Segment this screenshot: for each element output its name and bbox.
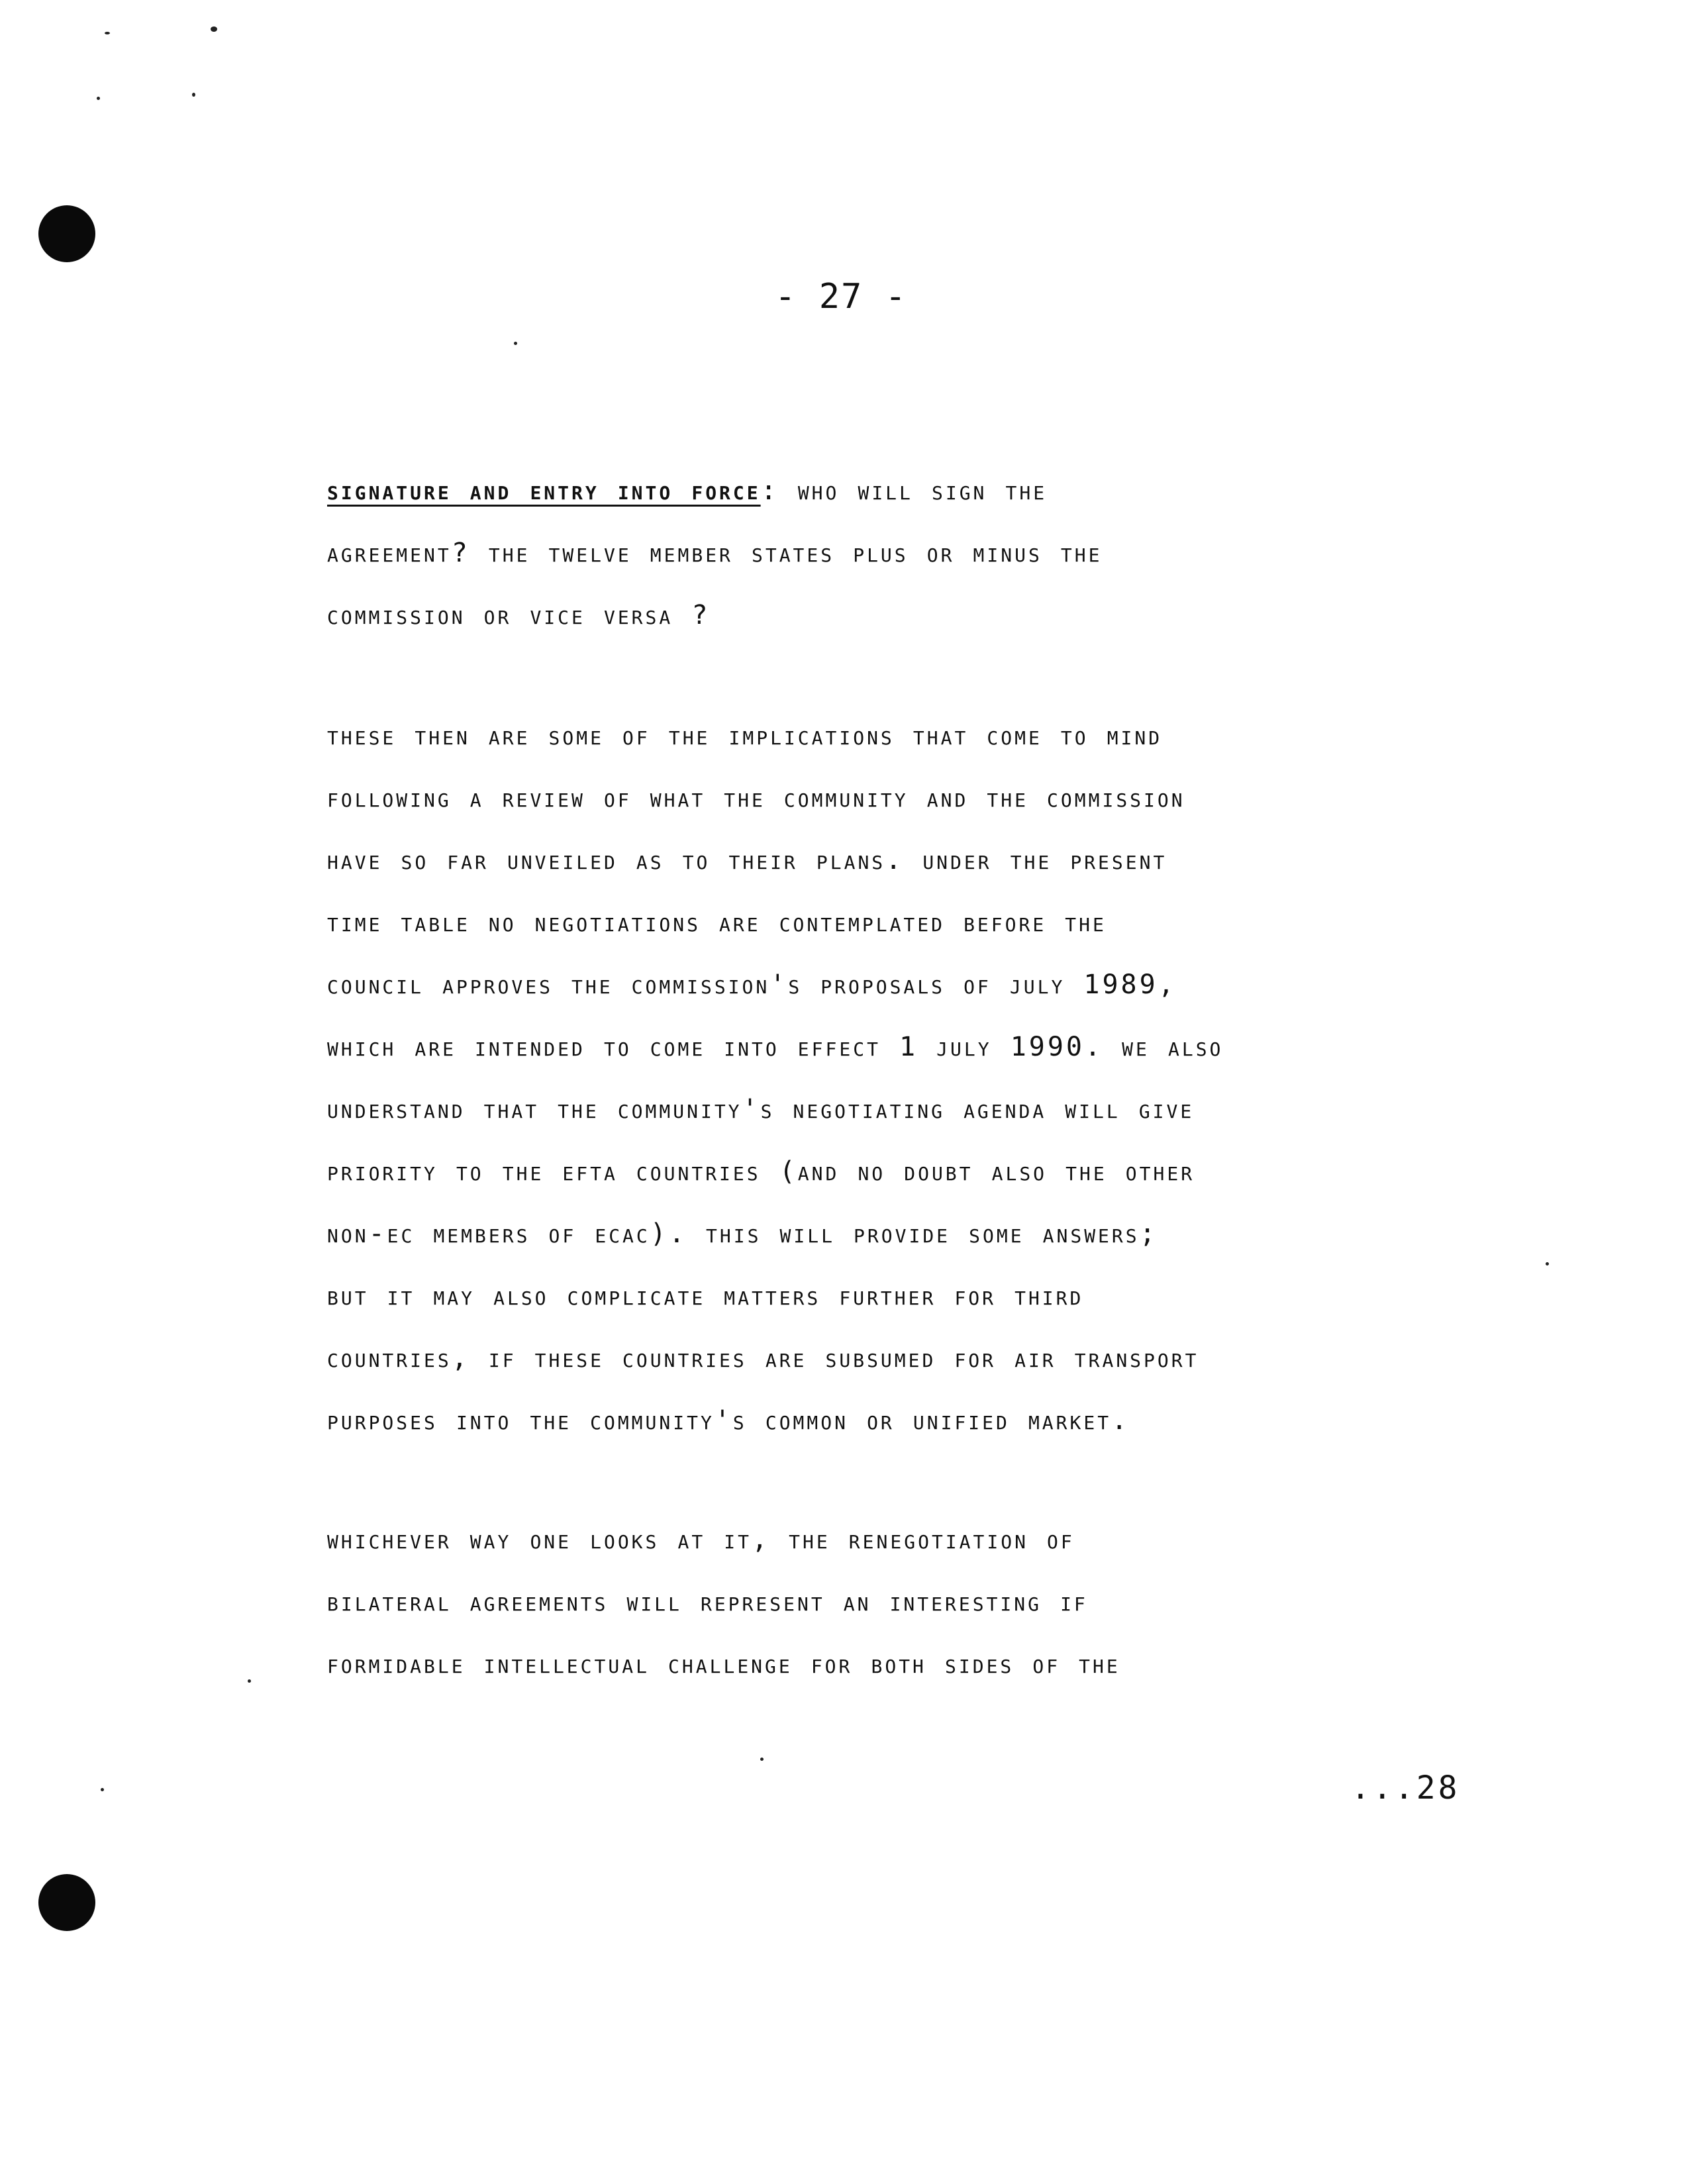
scan-speck (514, 342, 517, 345)
paragraph-line: non-ec members of ecac). this will provide some answers; (327, 1218, 1158, 1249)
paragraph-line: priority to the efta countries (and no doubt also the other (327, 1156, 1195, 1187)
paragraph-line: council approves the commission's proposals of july 1989, (327, 969, 1177, 1000)
continuation-marker: ...28 (1351, 1769, 1460, 1807)
line-text: who will sign the (797, 475, 1048, 506)
paragraph-renegotiation (327, 1509, 1506, 1695)
scan-speck (1546, 1262, 1549, 1266)
punch-hole-bottom (38, 1874, 95, 1931)
scan-speck (248, 1679, 251, 1683)
paragraph-signature (327, 460, 1506, 646)
paragraph-line: have so far unveiled as to their plans. under the present (327, 845, 1167, 875)
scan-speck (760, 1758, 764, 1761)
paragraph-line: following a review of what the community and the commission (327, 783, 1185, 813)
paragraph-implications (327, 705, 1506, 1452)
paragraph-line: but it may also complicate matters further for third (327, 1281, 1084, 1311)
paragraph-line: whichever way one looks at it, the renegotiation of (327, 1524, 1075, 1555)
paragraph-line: which are intended to come into effect 1 july 1990. we also (327, 1032, 1224, 1062)
page-number: - 27 - (775, 277, 907, 317)
paragraph-line: understand that the community's negotiating agenda will give (327, 1094, 1195, 1124)
scan-speck (105, 32, 110, 34)
paragraph-line: commission or vice versa ? (327, 600, 711, 630)
scan-speck (211, 26, 217, 32)
paragraph-line: purposes into the community's common or unified market. (327, 1405, 1130, 1436)
paragraph-line: agreement? the twelve member states plus or minus the (327, 538, 1103, 568)
scan-speck (101, 1788, 104, 1791)
paragraph-line: time table no negotiations are contemplated before the (327, 907, 1107, 938)
scan-speck (192, 93, 195, 97)
paragraph-line: formidable intellectual challenge for both sides of the (327, 1649, 1120, 1679)
section-heading: signature and entry into force (327, 475, 761, 506)
punch-hole-top (38, 205, 95, 262)
scan-speck (97, 97, 100, 100)
paragraph-line: these then are some of the implications that come to mind (327, 720, 1163, 751)
paragraph-line: bilateral agreements will represent an interesting if (327, 1587, 1088, 1617)
heading-colon: : (760, 475, 779, 506)
paragraph-line: countries, if these countries are subsumed for air transport (327, 1343, 1199, 1373)
paragraph-line (327, 460, 1506, 522)
